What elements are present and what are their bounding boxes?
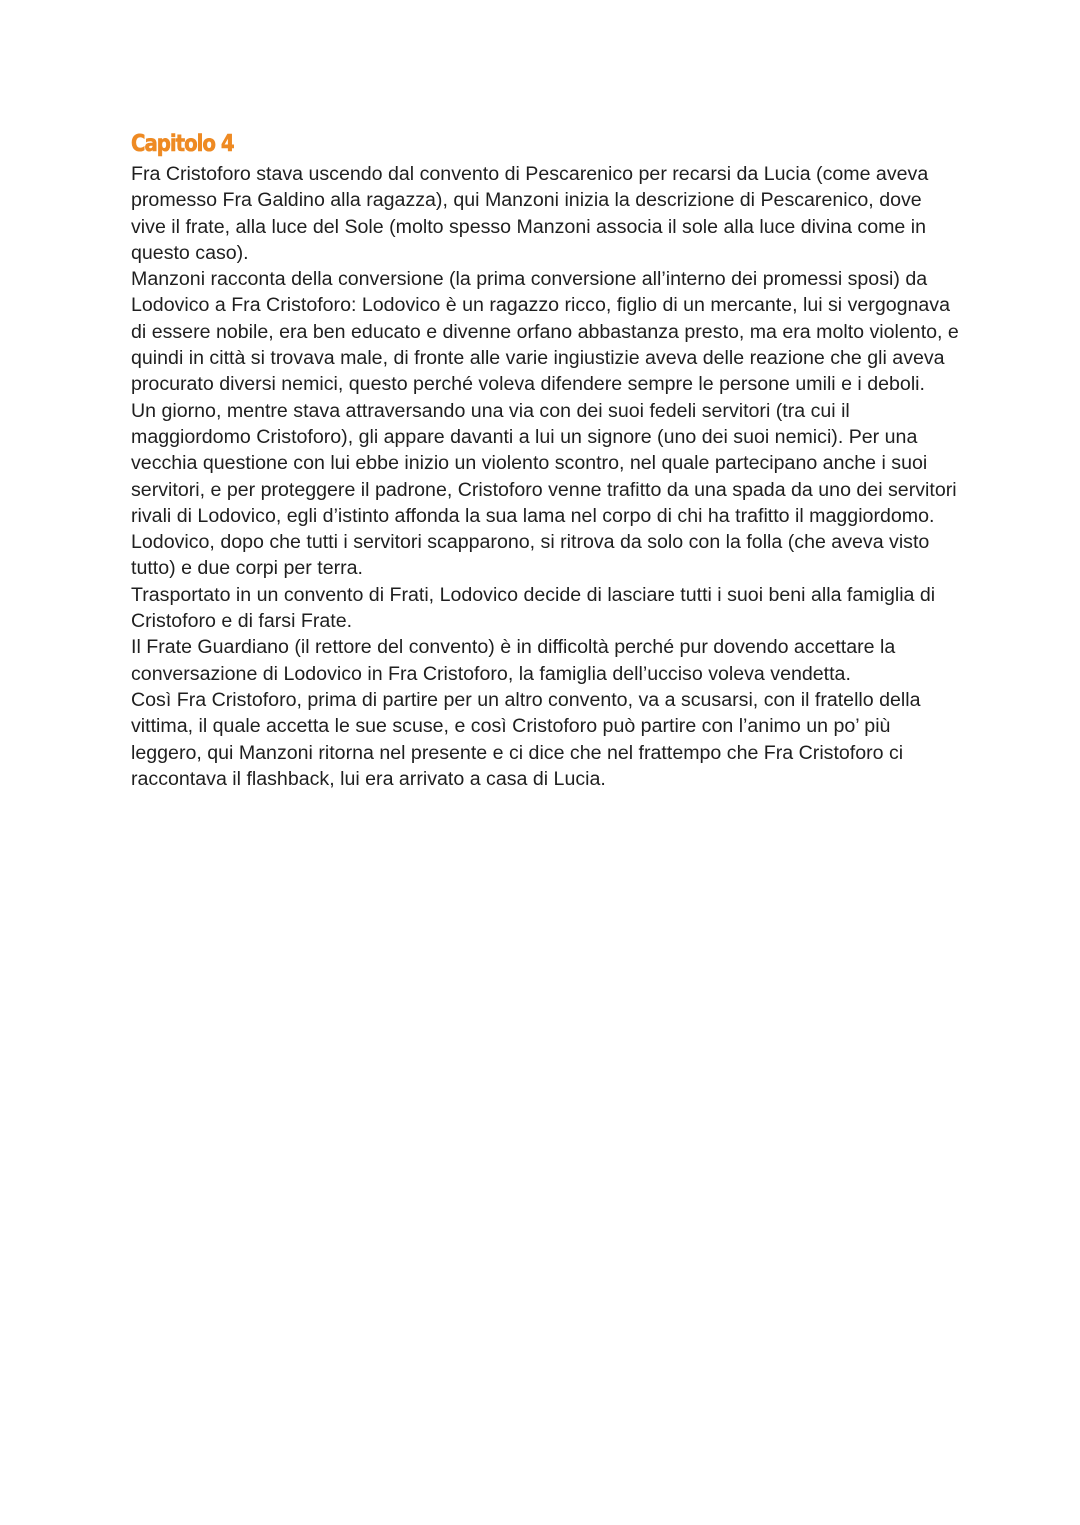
paragraph-conversion: Manzoni racconta della conversione (la prima conversione all’interno dei promessi sposi) da Lodovico a Fra Cristoforo: Lodovico è un ragazzo ricco, figlio di un mercante, lui si vergognava di essere nobile, era ben educato e divenne orfano abbastanza presto, ma era molto violento, e quindi in città si trovava male, di fronte alle varie ingiustizie aveva delle reazione che gli aveva procurato diversi nemici, questo perché voleva difendere sempre le persone umili e i deboli. [131,268,959,396]
paragraph-duel: Un giorno, mentre stava attraversando una via con dei suoi fedeli servitori (tra cui il maggiordomo Cristoforo), gli appare davanti a lui un signore (uno dei suoi nemici). Per una vecchia questione con lui ebbe inizio un violento scontro, nel quale partecipano anche i suoi servitori, e per proteggere il padrone, Cristoforo venne trafitto da una spada da uno dei servitori rivali di Lodovico, egli d’istinto affonda la sua lama nel corpo di chi ha trafitto il maggiordomo. Lodovico, dopo che tutti i servitori scapparono, si ritrova da solo con la folla (che aveva visto tutto) e due corpi per terra. [131,399,957,580]
paragraph-convent: Trasportato in un convento di Frati, Lodovico decide di lasciare tutti i suoi beni alla famiglia di Cristoforo e di farsi Frate. [131,583,936,633]
chapter-title: Capitolo 4 [131,131,234,157]
paragraph-guardian: Il Frate Guardiano (il rettore del convento) è in difficoltà perché pur dovendo accettare la conversazione di Lodovico in Fra Cristoforo, la famiglia dell’ucciso voleva vendetta. [131,636,896,685]
document-body [131,128,961,792]
paragraph-apology: Così Fra Cristoforo, prima di partire per un altro convento, va a scusarsi, con il fratello della vittima, il quale accetta le sue scuse, e così Cristoforo può partire con l’animo un po’ più leggero, qui Manzoni ritorna nel presente e ci dice che nel frattempo che Fra Cristoforo ci raccontava il flashback, lui era arrivato a casa di Lucia. [131,688,921,790]
paragraph-intro: Fra Cristoforo stava uscendo dal convento di Pescarenico per recarsi da Lucia (come aveva promesso Fra Galdino alla ragazza), qui Manzoni inizia la descrizione di Pescarenico, dove vive il frate, alla luce del Sole (molto spesso Manzoni associa il sole alla luce divina come in questo caso). [131,163,929,264]
